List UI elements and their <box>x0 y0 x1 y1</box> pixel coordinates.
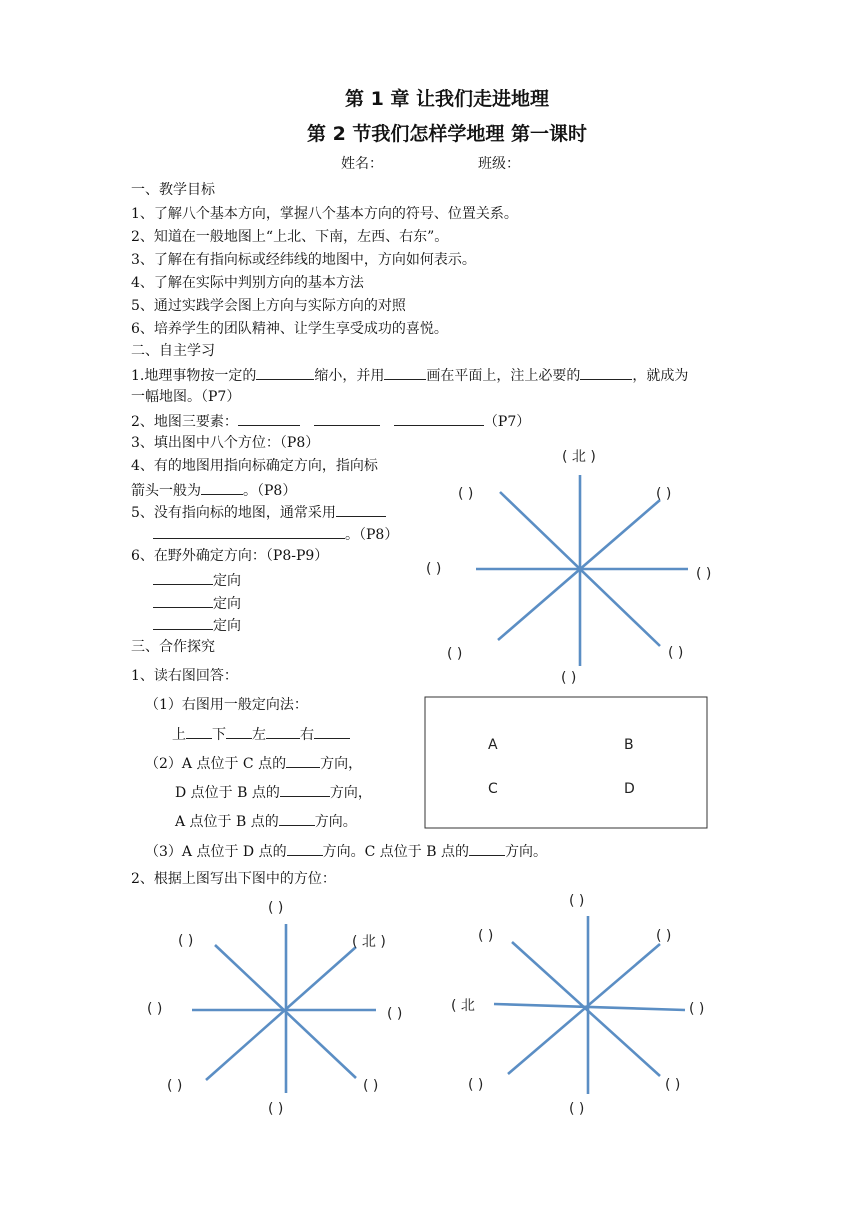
compass-label-nw: ( ) <box>458 486 474 502</box>
goal-item: 3、了解在有指向标或经纬线的地图中，方向如何表示。 <box>131 252 476 268</box>
compass-label-west: ( ) <box>426 561 442 577</box>
left-label-n: ( ) <box>268 900 284 916</box>
coop-question-1-1: （1）右图用一般定向法： <box>145 697 308 713</box>
right-label-se: ( ) <box>665 1077 681 1093</box>
q1-text: 画在平面上，注上必要的 <box>426 368 581 384</box>
goal-item: 4、了解在实际中判别方向的基本方法 <box>131 275 364 291</box>
q-text: 方向。C 点位于 B 点的 <box>322 844 469 860</box>
q4-text: 。（P8） <box>243 483 297 499</box>
coop-question-1: 1、读右图回答： <box>131 668 238 684</box>
q6-suffix: 定向 <box>213 618 241 634</box>
goal-item: 1、了解八个基本方向，掌握八个基本方向的符号、位置关系。 <box>131 206 518 222</box>
q-text: A 点位于 B 点的 <box>175 814 279 830</box>
coop-question-2: 2、根据上图写出下图中的方位： <box>131 871 336 887</box>
question-3: 3、填出图中八个方位：（P8） <box>131 435 320 451</box>
compass-label-ne: ( ) <box>656 486 672 502</box>
q-text: D 点位于 B 点的 <box>175 785 280 801</box>
left-label-se: ( ) <box>363 1078 379 1094</box>
right-label-w: ( 北 <box>451 998 475 1014</box>
q-text: 方向， <box>329 785 372 801</box>
goals-title: 一、教学目标 <box>131 182 215 198</box>
compass-label-sw: ( ) <box>447 646 463 662</box>
right-label-n: ( ) <box>569 893 585 909</box>
q1-text: 1.地理事物按一定的 <box>131 368 257 384</box>
cooperate-title: 三、合作探究 <box>131 639 215 655</box>
right-label-ne: ( ) <box>656 928 672 944</box>
q1-text: 缩小，并用 <box>314 368 385 384</box>
q-text: （3）A 点位于 D 点的 <box>145 844 287 860</box>
compass-label-se: ( ) <box>668 645 684 661</box>
dir-word: 左 <box>252 727 266 743</box>
q5-text: 5、没有指向标的地图，通常采用 <box>131 505 336 521</box>
goal-item: 6、培养学生的团队精神、让学生享受成功的喜悦。 <box>131 321 448 337</box>
q2-text: （P7） <box>483 414 531 430</box>
q-text: 方向。 <box>314 814 357 830</box>
dir-word: 下 <box>212 727 226 743</box>
dir-word: 右 <box>300 727 314 743</box>
q5-text: 。（P8） <box>345 527 399 543</box>
goal-item: 2、知道在一般地图上“上北、下南，左西、右东”。 <box>131 229 449 245</box>
self-study-title: 二、自主学习 <box>131 343 215 359</box>
compass-label-south: ( ) <box>561 670 577 686</box>
compass-label-east: ( ) <box>696 566 712 582</box>
point-b: B <box>624 737 634 753</box>
point-a: A <box>488 737 498 753</box>
compass-label-north: ( 北 ) <box>562 449 596 465</box>
left-label-w: ( ) <box>147 1001 163 1017</box>
right-label-nw: ( ) <box>478 928 494 944</box>
section-title: 第 2 节我们怎样学地理 第一课时 <box>306 123 588 145</box>
q6-suffix: 定向 <box>213 573 241 589</box>
question-6: 6、在野外确定方向：（P8-P9） <box>131 548 329 564</box>
left-label-s: ( ) <box>268 1101 284 1117</box>
q4-text: 箭头一般为 <box>131 483 201 499</box>
points-box <box>425 697 707 828</box>
chapter-title: 第 1 章 让我们走进地理 <box>344 88 550 110</box>
q1-text: ，就成为 <box>632 368 689 384</box>
q-text: （2）A 点位于 C 点的 <box>145 756 287 772</box>
dir-word: 上 <box>172 727 186 743</box>
right-label-sw: ( ) <box>468 1077 484 1093</box>
q-text: 方向。 <box>504 844 547 860</box>
question-1-cont: 一幅地图。（P7） <box>131 389 241 405</box>
left-label-sw: ( ) <box>167 1078 183 1094</box>
right-label-e: ( ) <box>689 1001 705 1017</box>
q2-text: 2、地图三要素： <box>131 414 238 430</box>
left-label-nw: ( ) <box>178 933 194 949</box>
class-label: 班级： <box>478 156 520 172</box>
q6-suffix: 定向 <box>213 596 241 612</box>
goal-item: 5、通过实践学会图上方向与实际方向的对照 <box>131 298 406 314</box>
left-label-e: ( ) <box>387 1006 403 1022</box>
point-c: C <box>488 781 498 797</box>
left-label-ne: ( 北 ) <box>352 934 386 950</box>
question-4: 4、有的地图用指向标确定方向，指向标 <box>131 458 378 474</box>
point-d: D <box>624 781 635 797</box>
right-label-s: ( ) <box>569 1101 585 1117</box>
q-text: 方向， <box>320 756 363 772</box>
name-label: 姓名： <box>341 156 383 172</box>
